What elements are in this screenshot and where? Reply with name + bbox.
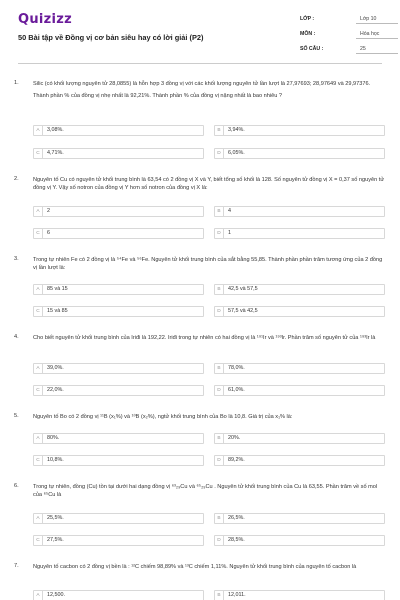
option-text: 12,500. <box>47 592 65 598</box>
question-text <box>33 413 387 421</box>
option-text: 6 <box>47 230 50 236</box>
option-letter: B <box>215 591 224 600</box>
option-6a[interactable] <box>33 513 204 524</box>
question-number: 5. <box>14 413 19 419</box>
option-5c[interactable] <box>33 455 204 466</box>
option-letter: C <box>34 229 43 239</box>
question-paragraph: Trong tự nhiên Fe có 2 đồng vị là ⁵⁴Fe và ⁵⁶Fe. Nguyên tử khối trung bình của sắt bằng 55,85. Thành phần phần trăm tương ứng của 2 đồng vị lần lượt là: <box>33 257 383 271</box>
question-number: 4. <box>14 334 19 340</box>
question-paragraph: Cho biết nguyên tử khối trung bình của Iriđi là 192,22. Iriđi trong tự nhiên có hai đồng vị là ¹⁹¹Ir và ¹⁹³Ir. Phần trăm số nguyên tử của ¹⁹³Ir là <box>33 335 376 341</box>
option-letter: A <box>34 126 43 136</box>
option-5b[interactable] <box>214 433 385 444</box>
question-number: 3. <box>14 256 19 262</box>
option-letter: B <box>215 514 224 524</box>
option-3c[interactable] <box>33 306 204 317</box>
option-text: 20%. <box>228 435 241 441</box>
option-letter: D <box>215 386 224 396</box>
option-letter: A <box>34 364 43 374</box>
question-paragraph: Nguyên tố Cu có nguyên tử khối trung bình là 63,54 có 2 đồng vị X và Y, biết tổng số khối là 128. Số nguyên tử đồng vị X = 0,37 số nguyên tử đồng vị Y. Vậy số notron của đồng vị Y hơn số notron của đồng vị X là: <box>33 177 385 191</box>
option-text: 57,5 và 42,5 <box>228 308 258 314</box>
option-text: 10,8%. <box>47 457 64 463</box>
option-text: 78,0%. <box>228 365 245 371</box>
option-5a[interactable] <box>33 433 204 444</box>
question-text <box>33 563 387 571</box>
option-letter: C <box>34 386 43 396</box>
option-text: 22,0%. <box>47 387 64 393</box>
question-number: 6. <box>14 483 19 489</box>
option-letter: B <box>215 126 224 136</box>
option-text: 85 và 15 <box>47 286 68 292</box>
meta-divider <box>356 53 398 54</box>
question-text <box>33 334 387 342</box>
option-letter: D <box>215 149 224 159</box>
option-text: 15 và 85 <box>47 308 68 314</box>
option-4d[interactable] <box>214 385 385 396</box>
option-text: 4 <box>228 208 231 214</box>
option-letter: A <box>34 207 43 217</box>
meta-class-value: Lớp 10 <box>360 16 377 22</box>
option-text: 3,08%. <box>47 127 64 133</box>
question-text <box>33 80 387 100</box>
meta-divider <box>356 23 398 24</box>
option-text: 42,5 và 57,5 <box>228 286 258 292</box>
option-4c[interactable] <box>33 385 204 396</box>
option-text: 39,0%. <box>47 365 64 371</box>
option-text: 25,5%. <box>47 515 64 521</box>
option-1d[interactable] <box>214 148 385 159</box>
option-6c[interactable] <box>33 535 204 546</box>
option-1b[interactable] <box>214 125 385 136</box>
option-letter: C <box>34 149 43 159</box>
option-1a[interactable] <box>33 125 204 136</box>
option-letter: A <box>34 591 43 600</box>
meta-subject-value: Hóa học <box>360 31 380 37</box>
option-text: 28,5%. <box>228 537 245 543</box>
question-text <box>33 483 387 499</box>
meta-class-key: LỚP : <box>300 16 315 22</box>
question-text <box>33 256 387 272</box>
option-letter: D <box>215 229 224 239</box>
option-letter: C <box>34 307 43 317</box>
option-7b[interactable] <box>214 590 385 600</box>
option-3b[interactable] <box>214 284 385 295</box>
option-text: 3,94%. <box>228 127 245 133</box>
question-paragraph: Thành phần % của đồng vị nhẹ nhất là 92,21%. Thành phần % của đồng vị nặng nhất là bao nhiêu ? <box>33 93 283 99</box>
option-letter: A <box>34 285 43 295</box>
option-letter: D <box>215 536 224 546</box>
question-number: 2. <box>14 176 19 182</box>
meta-count-key: SỐ CÂU : <box>300 46 324 52</box>
question-paragraph: Nguyên tố cacbon có 2 đồng vị bền là : ¹²C chiếm 98,89% và ¹³C chiếm 1,11%. Nguyên tử khối trung bình của nguyên tố cacbon là <box>33 564 357 570</box>
option-letter: C <box>34 456 43 466</box>
question-text <box>33 176 387 192</box>
option-letter: A <box>34 514 43 524</box>
option-letter: D <box>215 307 224 317</box>
question-number: 1. <box>14 80 19 86</box>
option-letter: B <box>215 364 224 374</box>
question-paragraph: Nguyên tố Bo có 2 đồng vị ¹¹B (x₁%) và ¹⁰B (x₂%), ngtử khối trung bình của Bo là 10,8. Giá trị của x₁% là: <box>33 414 293 420</box>
option-text: 2 <box>47 208 50 214</box>
option-letter: A <box>34 434 43 444</box>
option-letter: C <box>34 536 43 546</box>
option-text: 89,2%. <box>228 457 245 463</box>
option-7a[interactable] <box>33 590 204 600</box>
option-2d[interactable] <box>214 228 385 239</box>
meta-subject-key: MÔN : <box>300 31 316 37</box>
option-2a[interactable] <box>33 206 204 217</box>
option-3d[interactable] <box>214 306 385 317</box>
option-5d[interactable] <box>214 455 385 466</box>
option-2c[interactable] <box>33 228 204 239</box>
option-text: 26,5%. <box>228 515 245 521</box>
worksheet-header <box>0 0 400 66</box>
option-6d[interactable] <box>214 535 385 546</box>
option-text: 1 <box>228 230 231 236</box>
quizizz-logo: Quizizz <box>18 12 73 27</box>
question-number: 7. <box>14 563 19 569</box>
option-1c[interactable] <box>33 148 204 159</box>
worksheet-title: 50 Bài tập về Đồng vị cơ bản siêu hay có lời giải (P2) <box>18 33 204 42</box>
option-letter: B <box>215 285 224 295</box>
meta-count-value: 25 <box>360 46 366 52</box>
question-paragraph: Silic (có khối lượng nguyên tử 28,0855) là hỗn hợp 3 đồng vị với các khối lượng nguyên tử lần lượt là 27,97693; 28,97649 và 29,97376. <box>33 81 371 87</box>
option-letter: B <box>215 207 224 217</box>
option-4b[interactable] <box>214 363 385 374</box>
option-4a[interactable] <box>33 363 204 374</box>
option-text: 80%. <box>47 435 60 441</box>
option-text: 27,5%. <box>47 537 64 543</box>
option-6b[interactable] <box>214 513 385 524</box>
option-text: 4,71%. <box>47 150 64 156</box>
option-3a[interactable] <box>33 284 204 295</box>
option-2b[interactable] <box>214 206 385 217</box>
meta-divider <box>356 38 398 39</box>
option-text: 61,0%. <box>228 387 245 393</box>
question-paragraph: Trong tự nhiên, đồng (Cu) tồn tại dưới hai dạng đồng vị ⁶³₂₉Cu và ⁶⁵₂₉Cu . Nguyên tử khối trung bình của Cu là 63,55. Phần trăm về số mol của ⁶⁵Cu là <box>33 484 378 498</box>
option-text: 12,011. <box>228 592 246 598</box>
option-letter: B <box>215 434 224 444</box>
option-text: 6,05%. <box>228 150 245 156</box>
header-divider <box>18 63 382 64</box>
option-letter: D <box>215 456 224 466</box>
